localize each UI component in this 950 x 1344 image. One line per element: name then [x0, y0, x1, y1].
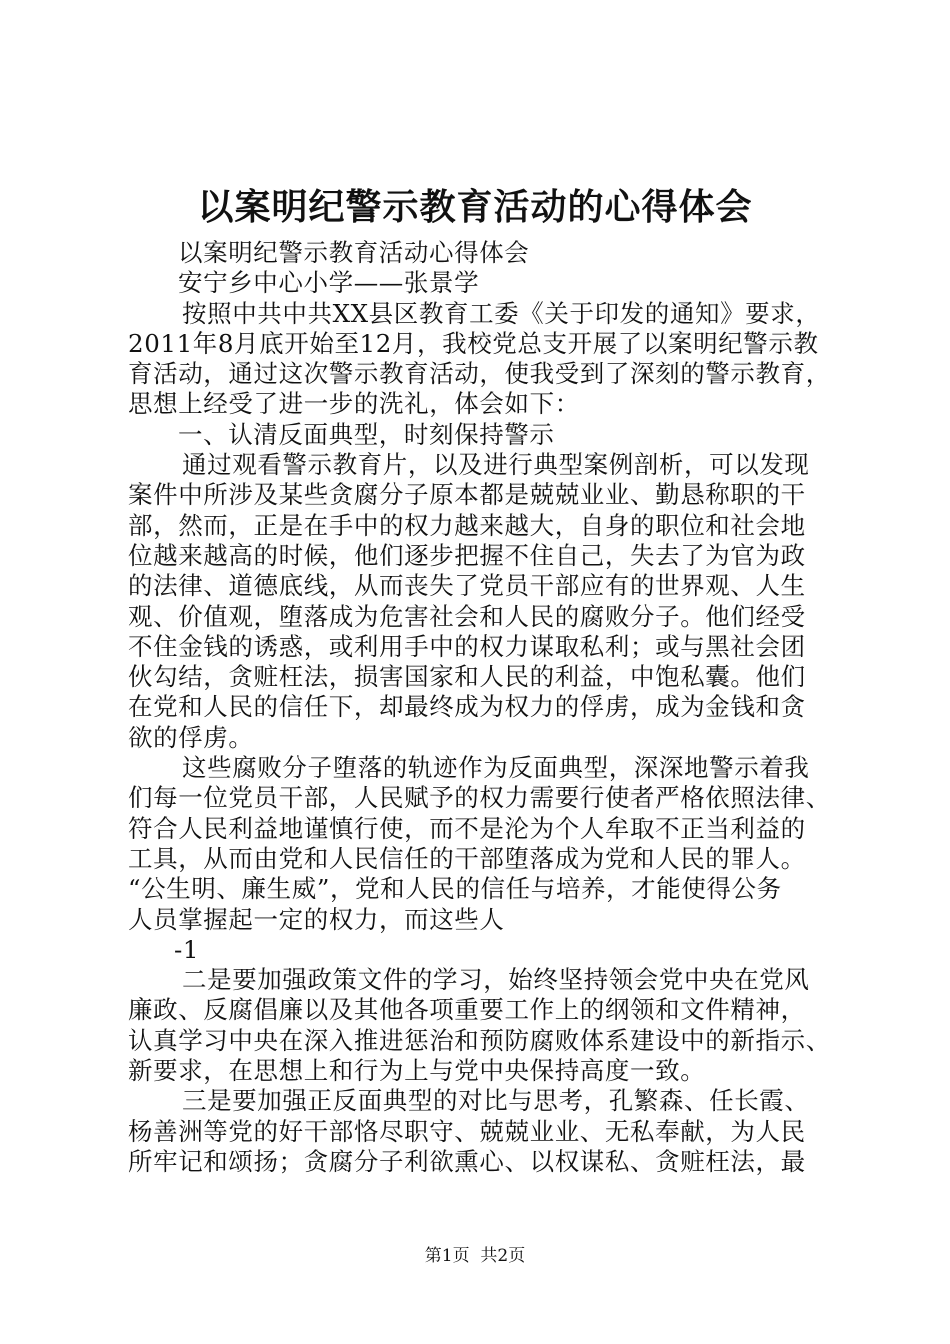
paragraph-line: 工具，从而由党和人民信任的干部堕落成为党和人民的罪人。: [128, 843, 806, 873]
paragraph-line: 案件中所涉及某些贪腐分子原本都是兢兢业业、勤恳称职的干: [128, 480, 806, 510]
paragraph-line: 在党和人民的信任下，却最终成为权力的俘虏，成为金钱和贪: [128, 692, 806, 722]
paragraph-line: 欲的俘虏。: [128, 722, 254, 752]
paragraph-line: 思想上经受了进一步的洗礼，体会如下：: [128, 389, 580, 419]
page-footer: 第1页 共2页: [424, 1246, 526, 1266]
paragraph-line: 育活动，通过这次警示教育活动，使我受到了深刻的警示教育，: [128, 359, 831, 389]
paragraph-line: 位越来越高的时候，他们逐步把握不住自己，失去了为官为政: [128, 540, 806, 570]
paragraph-line: 人员掌握起一定的权力，而这些人: [128, 904, 505, 934]
paragraph-line: 三是要加强正反面典型的对比与思考，孔繁森、任长霞、: [182, 1086, 810, 1116]
paragraph-line: 认真学习中央在深入推进惩治和预防腐败体系建设中的新指示、: [128, 1025, 831, 1055]
author-line: 安宁乡中心小学——张景学: [178, 268, 480, 298]
paragraph-line: 符合人民利益地谨慎行使，而不是沦为个人牟取不正当利益的: [128, 813, 806, 843]
document-body: [128, 238, 833, 1177]
paragraph-line: 新要求，在思想上和行为上与党中央保持高度一致。: [128, 1056, 706, 1086]
paragraph-line: 们每一位党员干部，人民赋予的权力需要行使者严格依照法律、: [128, 783, 831, 813]
paragraph-line: 不住金钱的诱惑，或利用手中的权力谋取私利；或与黑社会团: [128, 631, 806, 661]
paragraph-line: 二是要加强政策文件的学习，始终坚持领会党中央在党风: [182, 965, 810, 995]
paragraph-line: 廉政、反腐倡廉以及其他各项重要工作上的纲领和文件精神，: [128, 995, 806, 1025]
paragraph-line: “公生明、廉生威”，党和人民的信任与培养，才能使得公务: [128, 874, 782, 904]
paragraph-line: 通过观看警示教育片，以及进行典型案例剖析，可以发现: [182, 450, 810, 480]
paragraph-line: 这些腐败分子堕落的轨迹作为反面典型，深深地警示着我: [182, 753, 810, 783]
paragraph-line: 的法律、道德底线，从而丧失了党员干部应有的世界观、人生: [128, 571, 806, 601]
subtitle-line: 以案明纪警示教育活动心得体会: [178, 238, 530, 267]
paragraph-line: 2011年8月底开始至12月，我校党总支开展了以案明纪警示教: [128, 328, 819, 358]
paragraph-line: 部，然而，正是在手中的权力越来越大，自身的职位和社会地: [128, 510, 806, 540]
paragraph-line: 所牢记和颂扬；贪腐分子利欲熏心、以权谋私、贪赃枉法，最: [128, 1146, 806, 1176]
document-title: 以案明纪警示教育活动的心得体会: [197, 186, 753, 228]
section-heading: 一、认清反面典型，时刻保持警示: [178, 419, 555, 449]
paragraph-line: 杨善洲等党的好干部恪尽职守、兢兢业业、无私奉献，为人民: [128, 1116, 806, 1146]
paragraph-line: 按照中共中共XX县区教育工委《关于印发的通知》要求，: [182, 298, 821, 328]
inline-page-marker: -1: [174, 934, 200, 964]
paragraph-line: 观、价值观，堕落成为危害社会和人民的腐败分子。他们经受: [128, 601, 806, 631]
paragraph-line: 伙勾结，贪赃枉法，损害国家和人民的利益，中饱私囊。他们: [128, 662, 806, 692]
